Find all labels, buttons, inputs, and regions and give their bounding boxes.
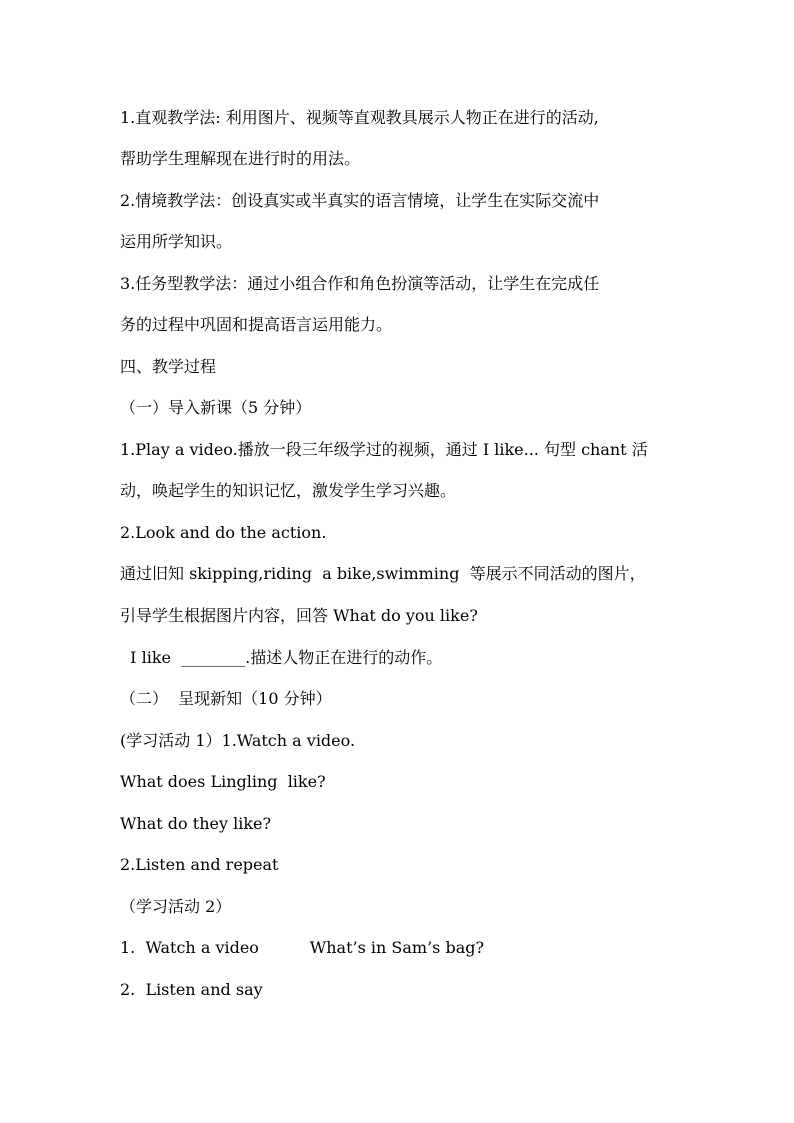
method-1-line-2: 帮助学生理解现在进行时的用法。 — [120, 149, 361, 168]
activity-2-step-2: 2. Listen and say — [120, 980, 263, 999]
activity-2-step-1: 1. Watch a video What’s in Sam’s bag? — [120, 938, 485, 957]
method-3-line-1: 3.任务型教学法：通过小组合作和角色扮演等活动，让学生在完成任 — [120, 274, 600, 293]
activity-1-question-1: What does Lingling like? — [120, 772, 326, 791]
activity-1-title: (学习活动 1）1.Watch a video. — [120, 731, 356, 750]
lead-in-step-2-line-1: 通过旧知 skipping,riding a bike,swimming 等展示不同活动的图片， — [120, 564, 646, 583]
lead-in-step-2-title: 2.Look and do the action. — [120, 523, 327, 542]
lead-in-step-2-line-3: I like ________.描述人物正在进行的动作。 — [120, 648, 443, 667]
subsection-heading-lead-in: （一）导入新课（5 分钟） — [120, 398, 312, 417]
method-3-line-2: 务的过程中巩固和提高语言运用能力。 — [120, 315, 393, 334]
activity-2-title: （学习活动 2） — [120, 897, 232, 916]
activity-1-question-2: What do they like? — [120, 814, 272, 833]
section-heading-teaching-process: 四、教学过程 — [120, 357, 217, 376]
activity-1-step-2: 2.Listen and repeat — [120, 855, 279, 874]
lead-in-step-2-line-2: 引导学生根据图片内容，回答 What do you like? — [120, 606, 478, 625]
subsection-heading-presentation: （二） 呈现新知（10 分钟） — [120, 689, 332, 708]
method-2-line-1: 2.情境教学法：创设真实或半真实的语言情境，让学生在实际交流中 — [120, 191, 600, 210]
method-2-line-2: 运用所学知识。 — [120, 232, 233, 251]
method-1-line-1: 1.直观教学法: 利用图片、视频等直观教具展示人物正在进行的活动, — [120, 108, 599, 127]
lead-in-step-1-line-2: 动，唤起学生的知识记忆，激发学生学习兴趣。 — [120, 481, 457, 500]
lead-in-step-1-line-1: 1.Play a video.播放一段三年级学过的视频，通过 I like... 句型 chant 活 — [120, 440, 648, 459]
